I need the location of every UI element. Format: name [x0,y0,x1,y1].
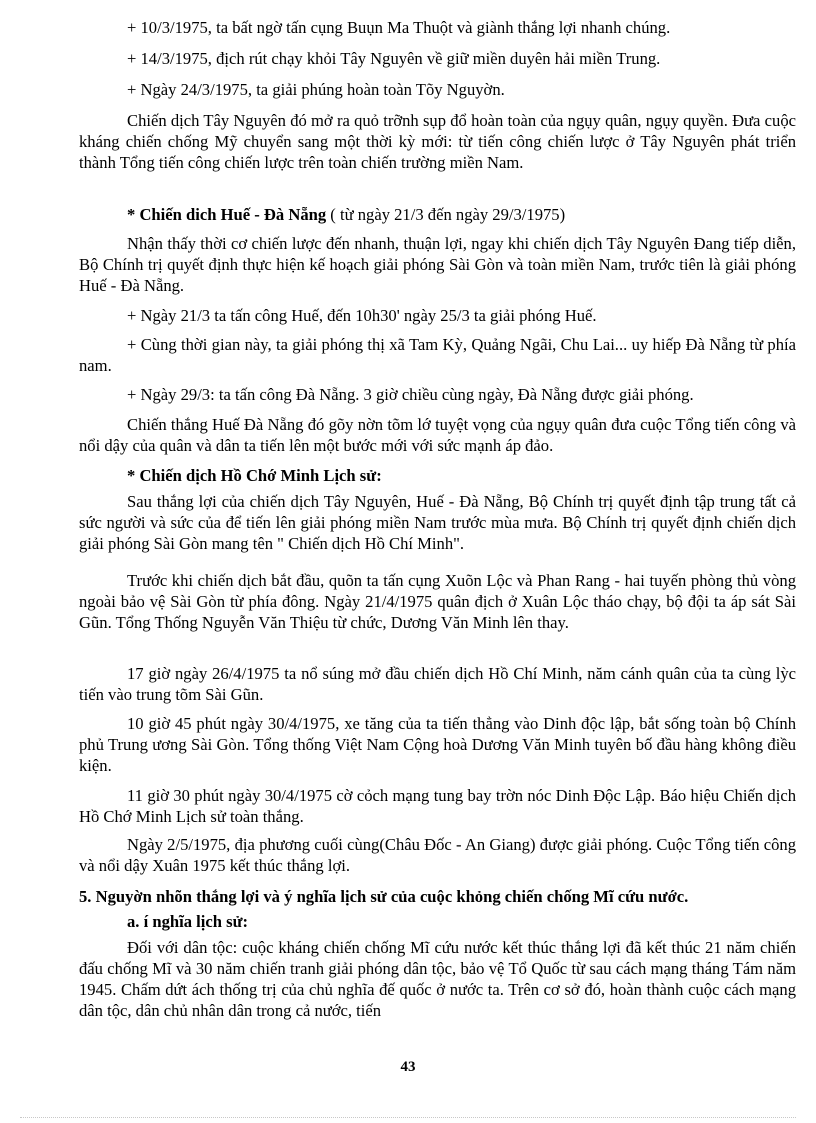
bullet-21-3: + Ngày 21/3 ta tấn công Huế, đến 10h30' ngày 25/3 ta giải phóng Huế. [127,306,597,325]
paragraph-hue-victory: Chiến thắng Huế Đà Nẵng đó gõy nờn tõm lớ tuyệt vọng của ngụy quân đưa cuộc Tổng tiến công và nổi dậy của quân và dân ta tiến lên một bước mới với sức mạnh áp đảo. [79,415,796,455]
bullet-29-3: + Ngày 29/3: ta tấn công Đà Nẵng. 3 giờ chiều cùng ngày, Đà Nẵng được giải phóng. [127,385,694,404]
heading-hue-da-nang [79,204,796,225]
page-number: 43 [400,1059,416,1075]
bullet-tam-ky: + Cùng thời gian này, ta giải phóng thị xã Tam Kỳ, Quảng Ngãi, Chu Lai... uy hiếp Đà Nẵng từ phía nam. [79,335,796,375]
paragraph-26-4: 17 giờ ngày 26/4/1975 ta nổ súng mở đầu chiến dịch Hồ Chí Minh, năm cánh quân của ta cùng lỳc tiến vào trung tõm Sài Gũn. [79,664,796,704]
bullet-24-3: + Ngày 24/3/1975, ta giải phúng hoàn toàn Tõy Nguyờn. [127,80,505,99]
subheading-y-nghia: a. í nghĩa lịch sử: [127,912,249,931]
paragraph-30-4-flag: 11 giờ 30 phút ngày 30/4/1975 cờ cỏch mạng tung bay trờn nóc Dinh Độc Lập. Báo hiệu Chiến dịch Hồ Chớ Minh Lịch sử toàn thắng. [79,786,796,826]
bullet-14-3: + 14/3/1975, địch rút chạy khỏi Tây Nguyên về giữ miền duyên hải miền Trung. [127,49,661,68]
section-5-heading: 5. Nguyờn nhõn thắng lợi và ý nghĩa lịch sử của cuộc khỏng chiến chống Mĩ cứu nước. [79,887,689,906]
paragraph-2-5: Ngày 2/5/1975, địa phương cuối cùng(Châu Đốc - An Giang) được giải phóng. Cuộc Tổng tiến công và nổi dậy Xuân 1975 kết thúc thắng lợi. [79,835,796,875]
bullet-10-3: + 10/3/1975, ta bất ngờ tấn cụng Buụn Ma Thuột và giành thắng lợi nhanh chúng. [127,18,671,37]
heading-hue-da-nang-title: * Chiến dich Huế - Đà Nẵng [127,205,327,224]
paragraph-xuan-loc: Trước khi chiến dịch bắt đầu, quõn ta tấn cụng Xuõn Lộc và Phan Rang - hai tuyến phòng thủ vòng ngoài bảo vệ Sài Gòn từ phía đông. Ngày 21/4/1975 quân địch ở Xuân Lộc tháo chạy, bộ đội ta áp sát Sài Gũn. Tổng Thống Nguyễn Văn Thiệu từ chức, Dương Văn Minh lên thay. [79,571,796,632]
paragraph-tay-nguyen-summary: Chiến dịch Tây Nguyên đó mở ra quỏ trỡnh sụp đổ hoàn toàn của ngụy quân, ngụy quyền. Đưa cuộc kháng chiến chống Mỹ chuyển sang một thời kỳ mới: từ tiến công chiến lược ở Tây Nguyên phát triển thành Tổng tiến công chiến lược trên toàn chiến trường miền Nam. [79,111,796,172]
paragraph-hue-intro: Nhận thấy thời cơ chiến lược đến nhanh, thuận lợi, ngay khi chiến dịch Tây Nguyên Đang tiếp diễn, Bộ Chính trị quyết định thực hiện kế hoạch giải phóng Sài Gòn và toàn miền Nam, trước tiên là giải phóng Huế - Đà Nẵng. [79,234,796,295]
page-bottom-divider [20,1117,796,1118]
paragraph-doi-voi-dan-toc: Đối với dân tộc: cuộc kháng chiến chống Mĩ cứu nước kết thúc thắng lợi đã kết thúc 21 năm chiến đấu chống Mĩ và 30 năm chiến tranh giải phóng dân tộc, bảo vệ Tổ Quốc từ sau cách mạng tháng Tám năm 1945. Chấm dứt ách thống trị của chủ nghĩa đế quốc ở nước ta. Trên cơ sở đó, hoàn thành cuộc cách mạng dân tộc, dân chủ nhân dân trong cả nước, tiến [79,938,796,1020]
heading-ho-chi-minh: * Chiến dịch Hồ Chớ Minh Lịch sử: [127,466,382,485]
heading-hue-da-nang-dates: ( từ ngày 21/3 đến ngày 29/3/1975) [326,205,566,224]
paragraph-hcm-plan: Sau thắng lợi của chiến dịch Tây Nguyên, Huế - Đà Nẵng, Bộ Chính trị quyết định tập trung tất cả sức người và sức của để tiến lên giải phóng miền Nam trước mùa mưa. Bộ Chính trị quyết định chiến dịch giải phóng Sài Gòn mang tên " Chiến dịch Hồ Chí Minh". [79,492,796,553]
paragraph-30-4-tank: 10 giờ 45 phút ngày 30/4/1975, xe tăng của ta tiến thẳng vào Dinh độc lập, bắt sống toàn bộ Chính phủ Trung ương Sài Gòn. Tổng thống Việt Nam Cộng hoà Dương Văn Minh tuyên bố đầu hàng không điều kiện. [79,714,796,775]
